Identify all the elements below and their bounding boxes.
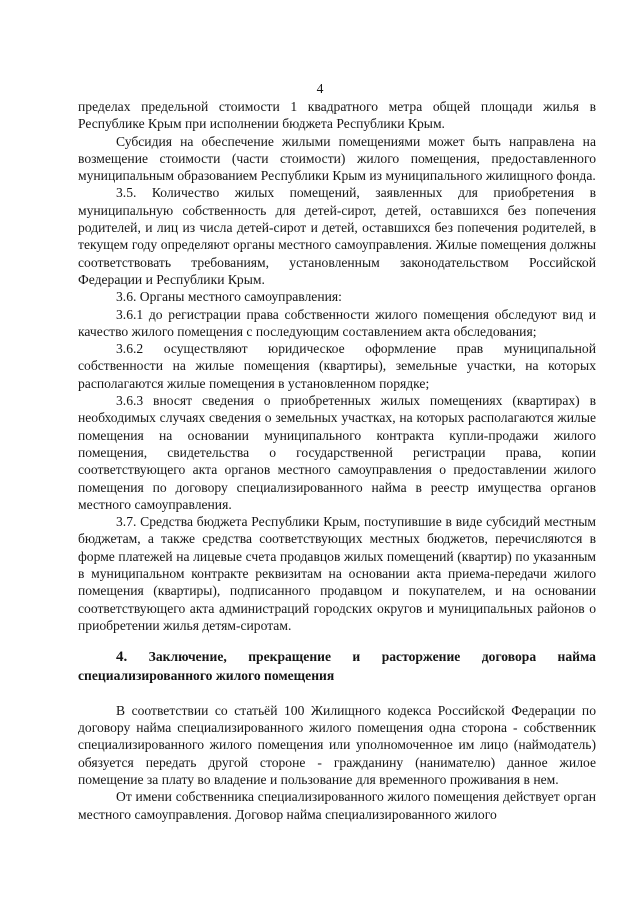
paragraph-3-6-1: 3.6.1 до регистрации права собственности жилого помещения обследуют вид и качество жилого помещения с последующим составлением акта обследования; (78, 306, 596, 339)
paragraph-3-6: 3.6. Органы местного самоуправления: (116, 289, 342, 305)
page-number: 4 (316, 81, 324, 96)
spacer (78, 684, 596, 702)
paragraph: От имени собственника специализированного жилого помещения действует орган местного самоуправления. Договор найма специализированного жилого (78, 789, 596, 822)
document-body (78, 98, 596, 823)
paragraph-3-7: 3.7. Средства бюджета Республики Крым, поступившие в виде субсидий местным бюджетам, а также средства соответствующих местных бюджетов, перечисляются в форме платежей на лицевые счета продавцов жилых помещений (квартир) по указанным в муниципальном контракте реквизитам на основании акта приема-передачи жилого помещения (квартиры), подписанного продавцом и покупателем, и на основании соответствующего акта администраций городских округов и муниципальных районов о приобретении жилья детям-сиротам. (78, 514, 596, 633)
section-title: Заключение, прекращение и расторжение договора найма специализированного жилого помещения (78, 649, 596, 683)
section-heading (78, 648, 596, 684)
paragraph: В соответствии со статьёй 100 Жилищного кодекса Российской Федерации по договору найма специализированного жилого помещения одна сторона - собственник специализированного жилого помещения или уполномоченное им лицо (наймодатель) обязуется передать другой стороне - гражданину (нанимателю) данное жилое помещение за плату во владение и пользование для временного проживания в нем. (78, 702, 596, 787)
section-number: 4. (116, 649, 128, 666)
paragraph-3-6-2: 3.6.2 осуществляют юридическое оформление прав муниципальной собственности на жилые помещения (квартиры), земельные участки, на которых располагаются жилые помещения в установленном порядке; (78, 341, 596, 391)
paragraph: пределах предельной стоимости 1 квадратного метра общей площади жилья в Республике Крым при исполнении бюджета Республики Крым. (78, 99, 596, 132)
paragraph: Субсидия на обеспечение жилыми помещениями может быть направлена на возмещение стоимости (части стоимости) жилого помещения, предоставленного муниципальным образованием Республики Крым из муниципального жилищного фонда. (78, 133, 596, 184)
paragraph-3-6-3: 3.6.3 вносят сведения о приобретенных жилых помещениях (квартирах) в необходимых случаях сведения о земельных участках, на которых располагаются жилые помещения на основании муниципального контракта купли-продажи жилого помещения, свидетельства о государственной регистрации права, копии соответствующего акта органов местного самоуправления о предоставлении жилого помещения по договору специализированного найма в реестр имущества органов местного самоуправления. (78, 393, 596, 512)
paragraph-3-5: 3.5. Количество жилых помещений, заявленных для приобретения в муниципальную собственность для детей-сирот, детей, оставшихся без попечения родителей, и лиц из числа детей-сирот и детей, оставшихся без попечения родителей, в текущем году определяют органы местного самоуправления. Жилые помещения должны соответствовать требованиям, установленным законодательством Российской Федерации и Республики Крым. (78, 185, 596, 287)
